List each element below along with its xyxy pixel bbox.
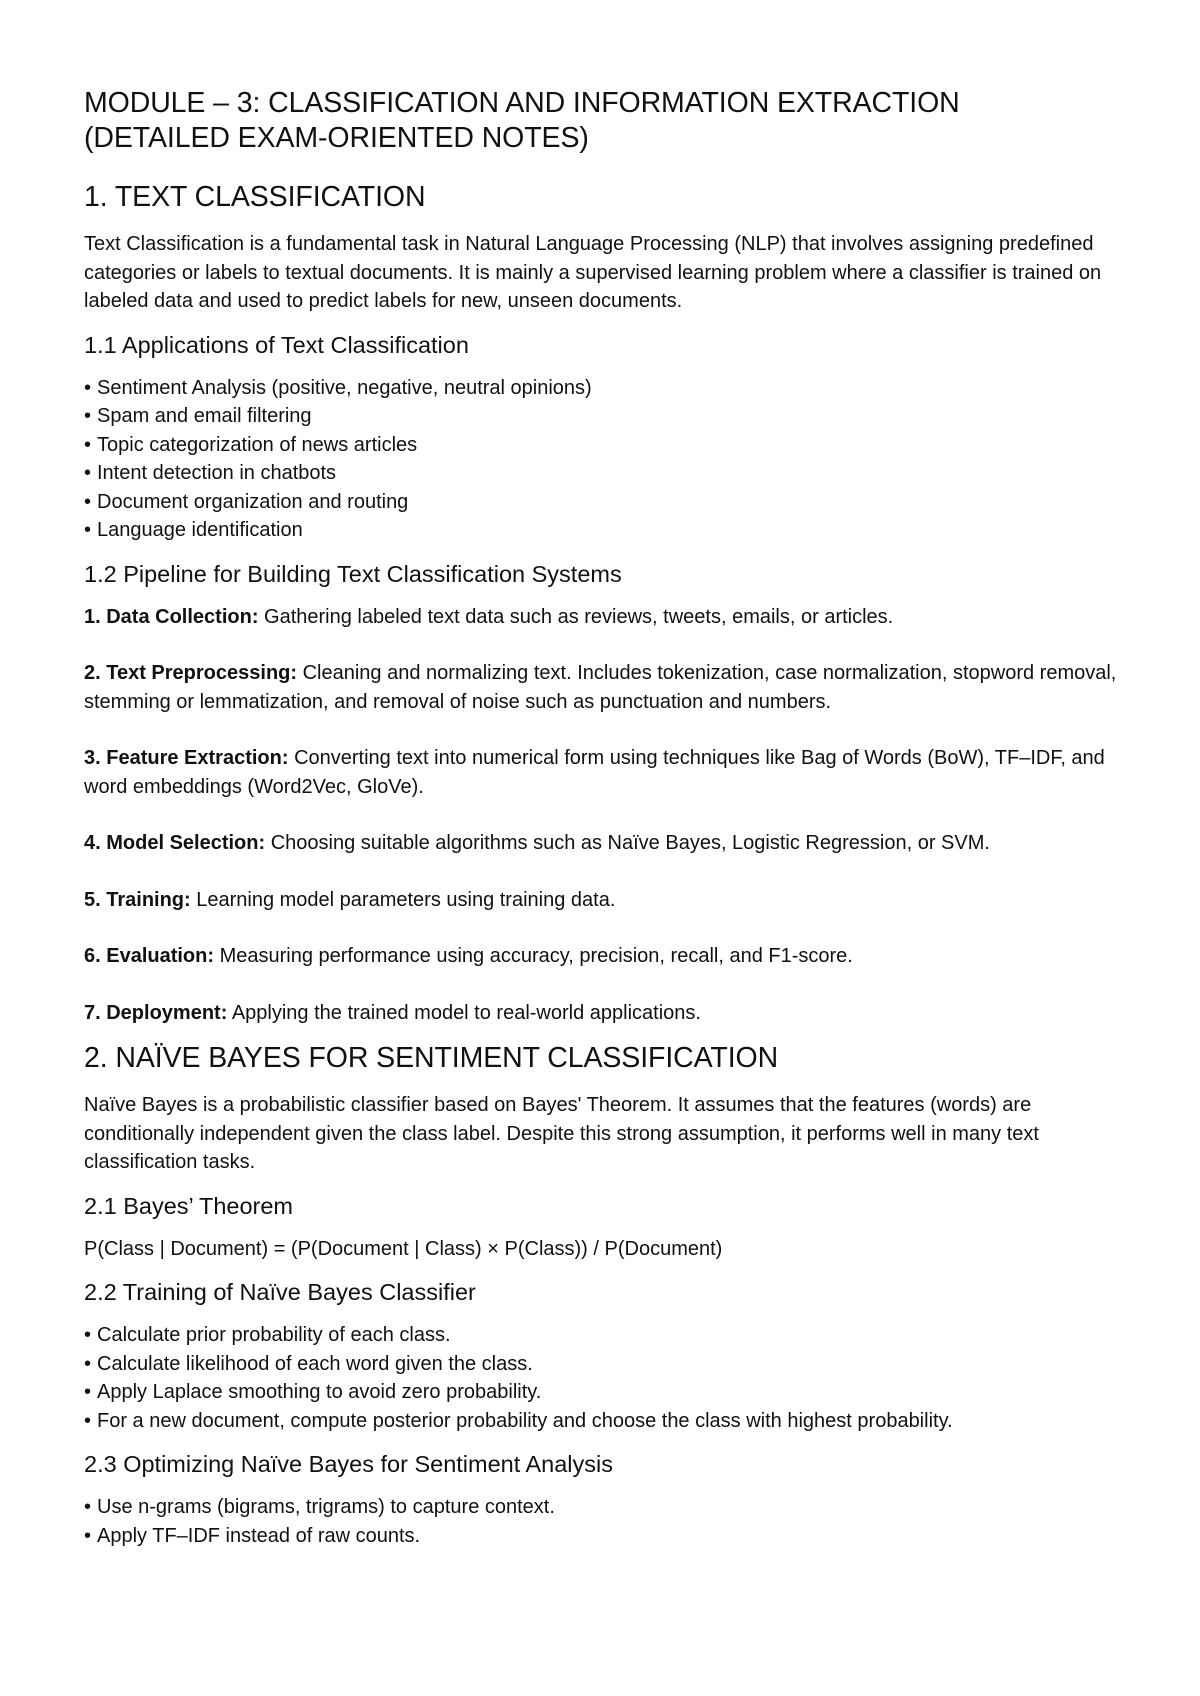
pipeline-step: 5. Training: Learning model parameters using training data. bbox=[84, 888, 616, 911]
section-1-intro: Text Classification is a fundamental task in Natural Language Processing (NLP) that involves assigning predefined categories or labels to textual documents. It is mainly a supervised learning problem where a classifier is trained on labeled data and used to predict labels for new, unseen documents. bbox=[84, 233, 1102, 312]
list-item: • Intent detection in chatbots bbox=[84, 462, 337, 484]
document-title-line-2: (DETAILED EXAM-ORIENTED NOTES) bbox=[84, 122, 589, 154]
section-2-heading: 2. NAÏVE BAYES FOR SENTIMENT CLASSIFICATION bbox=[84, 1042, 779, 1074]
pipeline-step: 4. Model Selection: Choosing suitable algorithms such as Naïve Bayes, Logistic Regression, or SVM. bbox=[84, 832, 990, 854]
section-1-2-heading: 1.2 Pipeline for Building Text Classification Systems bbox=[84, 560, 622, 587]
list-item: • Calculate likelihood of each word given the class. bbox=[84, 1352, 533, 1375]
optimization-list bbox=[84, 1493, 1124, 1550]
list-item: • Apply TF–IDF instead of raw counts. bbox=[84, 1524, 421, 1547]
pipeline-step: 7. Deployment: Applying the trained model to real-world applications. bbox=[84, 1001, 701, 1024]
section-2-intro: Naïve Bayes is a probabilistic classifier based on Bayes' Theorem. It assumes that the features (words) are conditionally independent given the class label. Despite this strong assumption, it performs well in many text classification tasks. bbox=[84, 1094, 1039, 1173]
section-1-heading: 1. TEXT CLASSIFICATION bbox=[84, 181, 426, 213]
bayes-formula: P(Class | Document) = (P(Document | Class) × P(Class)) / P(Document) bbox=[84, 1237, 723, 1260]
list-item: • Use n-grams (bigrams, trigrams) to capture context. bbox=[84, 1496, 555, 1518]
pipeline-step: 3. Feature Extraction: Converting text into numerical form using techniques like Bag of Words (BoW), TF–IDF, and word embeddings (Word2Vec, GloVe). bbox=[84, 747, 1105, 798]
list-item: • Document organization and routing bbox=[84, 490, 409, 513]
section-2-1-heading: 2.1 Bayes’ Theorem bbox=[84, 1192, 293, 1219]
list-item: • Calculate prior probability of each class. bbox=[84, 1324, 451, 1346]
training-steps-list bbox=[84, 1321, 1124, 1435]
list-item: • Language identification bbox=[84, 519, 303, 541]
list-item: • Apply Laplace smoothing to avoid zero probability. bbox=[84, 1381, 542, 1403]
section-1-1-heading: 1.1 Applications of Text Classification bbox=[84, 331, 469, 358]
section-2-3-heading: 2.3 Optimizing Naïve Bayes for Sentiment Analysis bbox=[84, 1451, 613, 1477]
applications-list bbox=[84, 374, 1124, 545]
pipeline-step: 6. Evaluation: Measuring performance using accuracy, precision, recall, and F1-score. bbox=[84, 945, 853, 967]
pipeline-step: 2. Text Preprocessing: Cleaning and normalizing text. Includes tokenization, case normalization, stopword removal, stemming or lemmatization, and removal of noise such as punctuation and numbers. bbox=[84, 662, 1117, 713]
list-item: • Sentiment Analysis (positive, negative, neutral opinions) bbox=[84, 376, 592, 399]
pipeline-steps bbox=[84, 603, 1124, 1028]
document-title-line-1: MODULE – 3: CLASSIFICATION AND INFORMATION EXTRACTION bbox=[84, 87, 960, 119]
section-2-2-heading: 2.2 Training of Naïve Bayes Classifier bbox=[84, 1279, 476, 1305]
list-item: • For a new document, compute posterior probability and choose the class with highest probability. bbox=[84, 1409, 953, 1432]
pipeline-step: 1. Data Collection: Gathering labeled text data such as reviews, tweets, emails, or articles. bbox=[84, 605, 894, 628]
list-item: • Topic categorization of news articles bbox=[84, 433, 418, 456]
document-page bbox=[84, 86, 1124, 1564]
document-title bbox=[84, 86, 1124, 156]
list-item: • Spam and email filtering bbox=[84, 405, 312, 427]
